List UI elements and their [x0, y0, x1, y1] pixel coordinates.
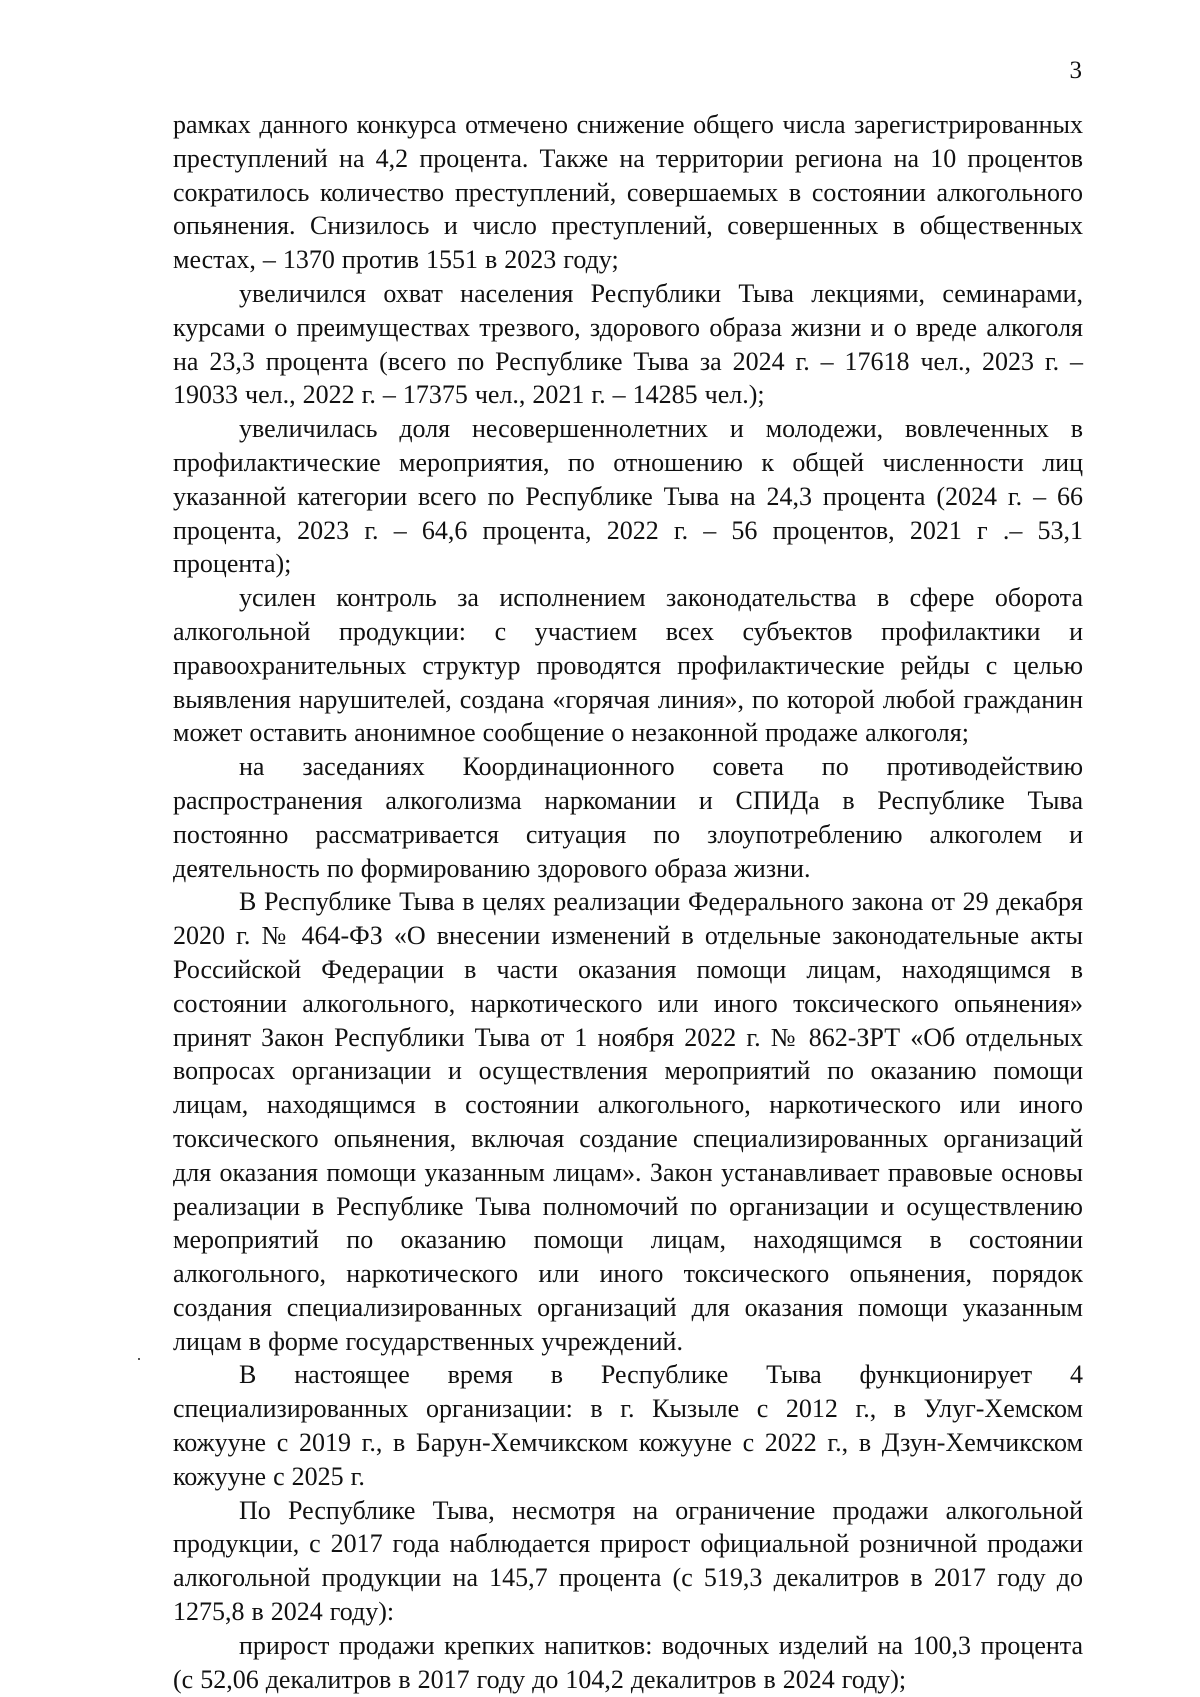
document-body: [173, 108, 1083, 1696]
page-number: 3: [1069, 57, 1082, 84]
paragraph-youth-share: увеличилась доля несовершеннолетних и молодежи, вовлеченных в профилактические мероприятия, по отношению к общей численности лиц указанной категории всего по Республике Тыва на 24,3 процента (2024 г. – 66 процента, 2023 г. – 64,6 процента, 2022 г. – 56 процентов, 2021 г .– 53,1 процента);: [173, 414, 1083, 579]
paragraph-federal-law: В Республике Тыва в целях реализации Федерального закона от 29 декабря 2020 г. № 464-ФЗ «О внесении изменений в отдельные законодательные акты Российской Федерации в части оказания помощи лицам, находящимся в состоянии алкогольного, наркотического или иного токсического опьянения» принят Закон Республики Тыва от 1 ноября 2022 г. № 862-ЗРТ «Об отдельных вопросах организации и осуществления мероприятий по оказанию помощи лицам, находящимся в состоянии алкогольного, наркотического или иного токсического опьянения, включая создание специализированных организаций для оказания помощи указанным лицам». Закон устанавливает правовые основы реализации в Республике Тыва полномочий по организации и осуществлению мероприятий по оказанию помощи лицам, находящимся в состоянии алкогольного, наркотического или иного токсического опьянения, порядок создания специализированных организаций для оказания помощи указанным лицам в форме государственных учреждений.: [173, 887, 1083, 1356]
paragraph-alcohol-control: усилен контроль за исполнением законодательства в сфере оборота алкогольной продукции: с участием всех субъектов профилактики и правоохранительных структур проводятся профилактические рейды с целью выявления нарушителей, создана «горячая линия», по которой любой гражданин может оставить анонимное сообщение о незаконной продаже алкоголя;: [173, 583, 1083, 748]
paragraph-strong-drinks: прирост продажи крепких напитков: водочных изделий на 100,3 процента (с 52,06 декалитров в 2017 году до 104,2 декалитров в 2024 году);: [173, 1630, 1083, 1694]
paragraph-specialized-organizations: В настоящее время в Республике Тыва функционирует 4 специализированных организации: в г. Кызыле с 2012 г., в Улуг-Хемском кожууне с 2019 г., в Барун-Хемчикском кожууне с 2022 г., в Дзун-Хемчикском кожууне с 2025 г.: [173, 1360, 1083, 1491]
paragraph-lecture-coverage: увеличился охват населения Республики Тыва лекциями, семинарами, курсами о преимуществах трезвого, здорового образа жизни и о вреде алкоголя на 23,3 процента (всего по Республике Тыва за 2024 г. – 17618 чел., 2023 г. – 19033 чел., 2022 г. – 17375 чел., 2021 г. – 14285 чел.);: [173, 278, 1083, 410]
paragraph-retail-sales: По Республике Тыва, несмотря на ограничение продажи алкогольной продукции, с 2017 года наблюдается прирост официальной розничной продажи алкогольной продукции на 145,7 процента (с 519,3 декалитров в 2017 году до 1275,8 в 2024 году):: [173, 1495, 1083, 1627]
paragraph-coordination-council: на заседаниях Координационного совета по противодействию распространения алкоголизма наркомании и СПИДа в Республике Тыва постоянно рассматривается ситуация по злоупотреблению алкоголем и деятельность по формированию здорового образа жизни.: [173, 752, 1083, 883]
paragraph-crime-reduction: рамках данного конкурса отмечено снижение общего числа зарегистрированных преступлений на 4,2 процента. Также на территории региона на 10 процентов сократилось количество преступлений, совершаемых в состоянии алкогольного опьянения. Снизилось и число преступлений, совершенных в общественных местах, – 1370 против 1551 в 2023 году;: [173, 110, 1083, 275]
scan-margin-mark: [138, 1358, 140, 1360]
